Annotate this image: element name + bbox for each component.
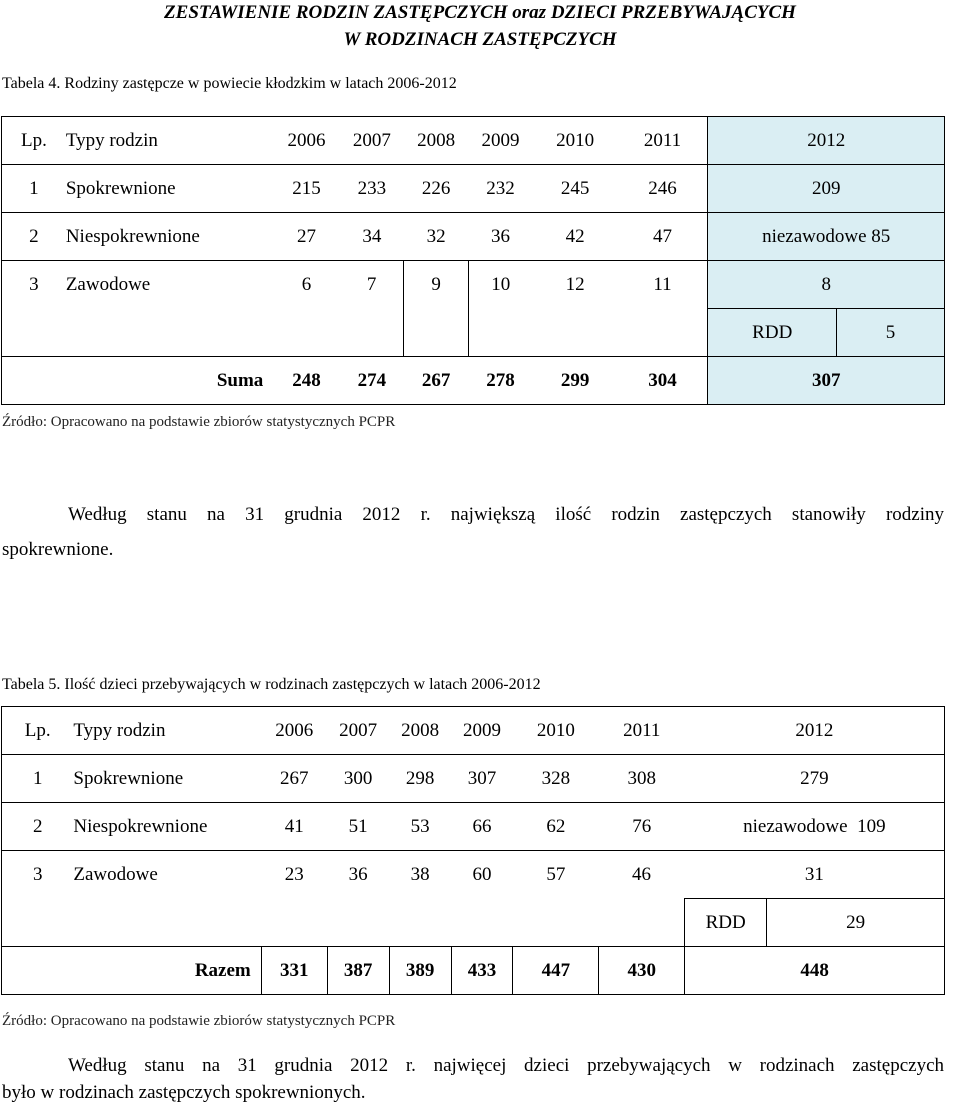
row-lp: 3 (2, 261, 66, 357)
sum-value-2012: 448 (685, 947, 945, 995)
row-value: 298 (389, 755, 451, 803)
row-value-2012: 209 (708, 165, 945, 213)
table5-header-row (2, 707, 945, 755)
row-value: 34 (340, 213, 404, 261)
header-year: 2011 (599, 707, 685, 755)
row-value: 7 (340, 261, 404, 357)
sum-value: 331 (261, 947, 327, 995)
row-value: 12 (533, 261, 618, 357)
row-value: 23 (261, 851, 327, 947)
table4-caption: Tabela 4. Rodziny zastępcze w powiecie kłodzkim w latach 2006-2012 (2, 75, 457, 92)
row-value: 11 (618, 261, 708, 357)
sum-value: 278 (468, 357, 532, 405)
sum-label: Suma (66, 357, 273, 405)
row-value: 46 (599, 851, 685, 947)
row-value: 42 (533, 213, 618, 261)
table-row (2, 213, 945, 261)
sum-value: 447 (513, 947, 599, 995)
row-value: 10 (468, 261, 532, 357)
row-value-2012: niezawodowe 85 (708, 213, 945, 261)
table-row (2, 261, 945, 309)
table5-source: Źródło: Opracowano na podstawie zbiorów statystycznych PCPR (2, 1013, 396, 1029)
row-value: 215 (273, 165, 339, 213)
row-value: 66 (451, 803, 513, 851)
header-year: 2007 (340, 117, 404, 165)
row-value: 76 (599, 803, 685, 851)
row-value: 9 (404, 261, 468, 357)
table-row-sum (2, 947, 945, 995)
header-type: Typy rodzin (66, 117, 273, 165)
rdd-value: 5 (837, 309, 945, 357)
row-lp: 1 (2, 755, 74, 803)
row-value: 226 (404, 165, 468, 213)
row-value: 41 (261, 803, 327, 851)
sum-value: 430 (599, 947, 685, 995)
paragraph-2 (2, 1054, 944, 1105)
header-year: 2010 (533, 117, 618, 165)
sum-value: 274 (340, 357, 404, 405)
row-value-2012: 8 (708, 261, 945, 309)
sum-value: 389 (389, 947, 451, 995)
row-value: 57 (513, 851, 599, 947)
paragraph-2-line1: Według stanu na 31 grudnia 2012 r. najwięcej dzieci przebywających w rodzinach zastępczych (68, 1055, 944, 1076)
header-lp: Lp. (2, 117, 66, 165)
row-value: 60 (451, 851, 513, 947)
header-year: 2011 (618, 117, 708, 165)
header-type: Typy rodzin (73, 707, 261, 755)
row-value: 53 (389, 803, 451, 851)
paragraph-1-line1: Według stanu na 31 grudnia 2012 r. największą ilość rodzin zastępczych stanowiły rodziny (68, 504, 944, 525)
row-lp: 3 (2, 851, 74, 947)
row-value: 36 (327, 851, 389, 947)
header-year-2012: 2012 (685, 707, 945, 755)
row-type: Spokrewnione (66, 165, 273, 213)
sum-value: 299 (533, 357, 618, 405)
table4-header-row (2, 117, 945, 165)
header-year: 2009 (451, 707, 513, 755)
row-value: 51 (327, 803, 389, 851)
table5-caption: Tabela 5. Ilość dzieci przebywających w rodzinach zastępczych w latach 2006-2012 (2, 676, 541, 693)
table4-foster-families (1, 116, 945, 405)
sum-value: 267 (404, 357, 468, 405)
table4-source: Źródło: Opracowano na podstawie zbiorów statystycznych PCPR (2, 414, 396, 430)
header-year: 2006 (261, 707, 327, 755)
row-lp: 1 (2, 165, 66, 213)
table-row (2, 755, 945, 803)
row-type: Niespokrewnione (66, 213, 273, 261)
row-value: 308 (599, 755, 685, 803)
sum-value: 248 (273, 357, 339, 405)
row-lp: 2 (2, 213, 66, 261)
table-row (2, 803, 945, 851)
row-value: 232 (468, 165, 532, 213)
row-value: 27 (273, 213, 339, 261)
row-value: 307 (451, 755, 513, 803)
sum-value-2012: 307 (708, 357, 945, 405)
row-value: 246 (618, 165, 708, 213)
paragraph-1-line2: spokrewnione. (2, 539, 114, 560)
row-value: 328 (513, 755, 599, 803)
header-year: 2010 (513, 707, 599, 755)
row-lp: 2 (2, 803, 74, 851)
row-value-2012: 31 (685, 851, 945, 899)
header-year: 2008 (389, 707, 451, 755)
sum-value: 433 (451, 947, 513, 995)
empty-cell (2, 947, 74, 995)
header-lp: Lp. (2, 707, 74, 755)
table-row (2, 851, 945, 899)
row-type: Zawodowe (66, 261, 273, 357)
row-value: 36 (468, 213, 532, 261)
document-title-line1: ZESTAWIENIE RODZIN ZASTĘPCZYCH oraz DZIECI PRZEBYWAJĄCYCH (164, 2, 796, 23)
rdd-label: RDD (708, 309, 837, 357)
empty-cell (2, 357, 66, 405)
row-value: 245 (533, 165, 618, 213)
row-value: 267 (261, 755, 327, 803)
row-value: 6 (273, 261, 339, 357)
sum-value: 387 (327, 947, 389, 995)
row-value: 300 (327, 755, 389, 803)
row-value: 47 (618, 213, 708, 261)
table-row (2, 165, 945, 213)
row-type: Niespokrewnione (73, 803, 261, 851)
paragraph-2-line2: było w rodzinach zastępczych spokrewnionych. (2, 1082, 366, 1103)
rdd-value: 29 (767, 899, 945, 947)
header-year: 2008 (404, 117, 468, 165)
sum-value: 304 (618, 357, 708, 405)
document-title-line2: W RODZINACH ZASTĘPCZYCH (343, 29, 617, 50)
row-value-2012: 279 (685, 755, 945, 803)
header-year: 2006 (273, 117, 339, 165)
row-value: 62 (513, 803, 599, 851)
header-year: 2007 (327, 707, 389, 755)
rdd-label: RDD (685, 899, 767, 947)
row-type: Spokrewnione (73, 755, 261, 803)
row-value: 32 (404, 213, 468, 261)
header-year: 2009 (468, 117, 532, 165)
row-value: 233 (340, 165, 404, 213)
paragraph-1 (2, 503, 944, 562)
table-row-sum (2, 357, 945, 405)
header-year-2012: 2012 (708, 117, 945, 165)
sum-label: Razem (73, 947, 261, 995)
table5-children-in-foster-families (1, 706, 945, 995)
row-type: Zawodowe (73, 851, 261, 947)
row-value-2012: niezawodowe 109 (685, 803, 945, 851)
row-value: 38 (389, 851, 451, 947)
